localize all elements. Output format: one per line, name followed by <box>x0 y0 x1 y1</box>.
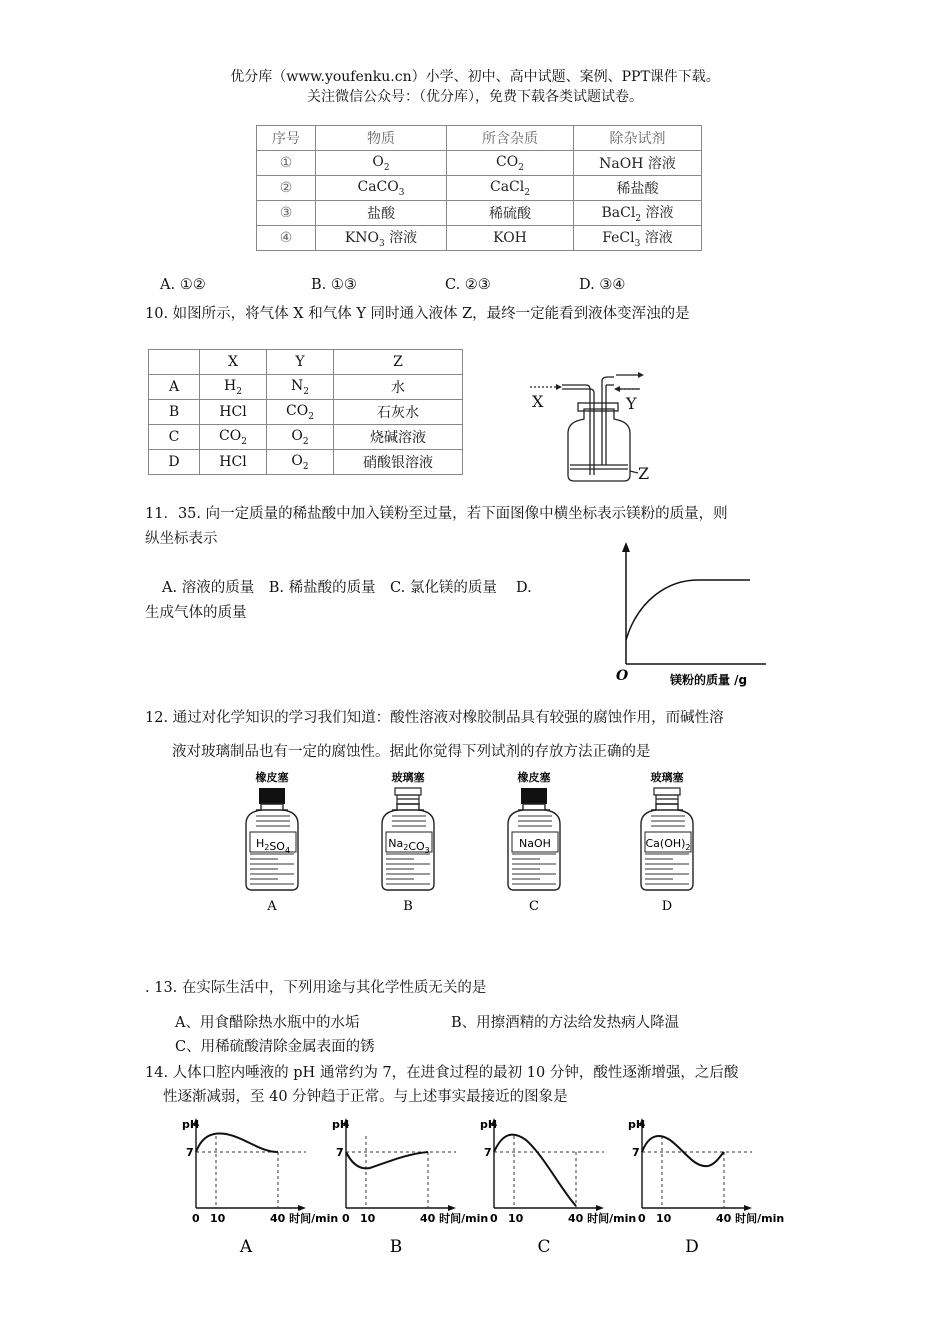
graph-caption: D <box>685 1237 699 1257</box>
table-row <box>149 425 463 450</box>
ph-curve <box>346 1152 428 1168</box>
y-tick-7: 7 <box>484 1146 492 1159</box>
glass-stopper-icon <box>395 788 421 804</box>
liquid-z: 水 <box>334 375 463 400</box>
bottle-caption: C <box>529 899 539 914</box>
q12-stem-1: 12. 通过对化学知识的学习我们知道：酸性溶液对橡胶制品具有较强的腐蚀作用，而碱性溶 <box>145 710 724 726</box>
x-tick-10: 10 <box>656 1212 672 1225</box>
x-tick-10: 10 <box>360 1212 376 1225</box>
impurity: 稀硫酸 <box>447 201 574 226</box>
table-row <box>257 176 702 201</box>
reagent-bottle <box>368 766 450 916</box>
impurity: $CO_2$ <box>447 151 574 176</box>
formula-label: NaOH <box>519 837 551 850</box>
rubber-stopper-icon <box>259 788 285 804</box>
substance: $KNO_3$ 溶液 <box>316 226 447 251</box>
table-row <box>257 151 702 176</box>
liquid-z: 石灰水 <box>334 400 463 425</box>
gas-y: $CO_2$ <box>267 400 334 425</box>
x-tick-40: 40 时间/min <box>270 1212 339 1225</box>
gas-x: HCl <box>200 450 267 475</box>
y-tick-7: 7 <box>186 1146 194 1159</box>
q10-stem: 10. 如图所示，将气体 X 和气体 Y 同时通入液体 Z，最终一定能看到液体变浑浊的是 <box>145 306 690 322</box>
stopper-label: 玻璃塞 <box>391 771 425 784</box>
gas-washing-bottle-figure <box>520 365 680 485</box>
x-axis-arrow-icon <box>448 1205 456 1211</box>
q10-table <box>148 349 463 475</box>
row-number: ① <box>257 151 316 176</box>
ph-curve <box>196 1134 278 1152</box>
substance: CaCO$_3$ <box>316 176 447 201</box>
q11-stem-1: 11．35. 向一定质量的稀盐酸中加入镁粉至过量，若下面图像中横坐标表示镁粉的质量，则 <box>145 506 728 522</box>
x-tick-0: 0 <box>638 1212 646 1225</box>
substance: 盐酸 <box>316 201 447 226</box>
x-tick-0: 0 <box>192 1212 200 1225</box>
table-row <box>257 201 702 226</box>
q14-stem-2: 性逐渐减弱，至 40 分钟趋于正常。与上述事实最接近的图象是 <box>163 1089 568 1105</box>
reagent: FeCl$_3$ 溶液 <box>574 226 702 251</box>
x-axis-label: 镁粉的质量 /g <box>670 673 748 687</box>
table-row <box>257 226 702 251</box>
stopper-label: 橡皮塞 <box>517 771 551 784</box>
x-tick-0: 0 <box>342 1212 350 1225</box>
table-header-cell: 序号 <box>257 126 316 151</box>
x-tick-40: 40 时间/min <box>716 1212 785 1225</box>
table-header-cell: 物质 <box>316 126 447 151</box>
gas-x: $H_2$ <box>200 375 267 400</box>
table-header-cell: Z <box>334 350 463 375</box>
arrow-y-icon <box>614 386 620 392</box>
graph-caption: C <box>537 1237 551 1257</box>
x-axis-arrow-icon <box>596 1205 604 1211</box>
reagent: 稀盐酸 <box>574 176 702 201</box>
table-row <box>149 375 463 400</box>
q12-stem-2: 液对玻璃制品也有一定的腐蚀性。据此你觉得下列试剂的存放方法正确的是 <box>172 744 651 760</box>
row-number: ③ <box>257 201 316 226</box>
x-axis-arrow-icon <box>744 1205 752 1211</box>
substance: $O_2$ <box>316 151 447 176</box>
ph-graph <box>176 1112 339 1262</box>
q9-option-a: A. ①② <box>160 277 206 293</box>
x-tick-0: 0 <box>490 1212 498 1225</box>
ph-curve <box>642 1136 724 1166</box>
q11-option-d-text: 生成气体的质量 <box>145 605 247 621</box>
q13-option-c: C、用稀硫酸清除金属表面的锈 <box>175 1039 375 1055</box>
option-key: D <box>149 450 200 475</box>
arrow-out-icon <box>638 372 644 378</box>
table-header-row <box>149 350 463 375</box>
rubber-stopper-icon <box>521 788 547 804</box>
gas-y: $O_2$ <box>267 450 334 475</box>
impurity: KOH <box>447 226 574 251</box>
q13-stem: . 13. 在实际生活中，下列用途与其化学性质无关的是 <box>145 980 487 996</box>
q9-option-c: C. ②③ <box>445 277 491 293</box>
q9-option-d: D. ③④ <box>579 277 626 293</box>
formula-label: $Na_2CO_3$ <box>388 837 430 855</box>
x-tick-40: 40 时间/min <box>568 1212 637 1225</box>
table-header-cell: X <box>200 350 267 375</box>
label-z: Z <box>638 464 650 483</box>
row-number: ② <box>257 176 316 201</box>
option-key: B <box>149 400 200 425</box>
q9-table <box>256 125 702 251</box>
q14-stem-1: 14. 人体口腔内唾液的 pH 通常约为 7，在进食过程的最初 10 分钟，酸性逐渐增强，之后酸 <box>145 1065 739 1081</box>
x-tick-10: 10 <box>210 1212 226 1225</box>
reagent: NaOH 溶液 <box>574 151 702 176</box>
formula-label: $H_2SO_4$ <box>255 837 291 855</box>
formula-label: $Ca(OH)_2$ <box>645 837 691 852</box>
y-axis-label: pH <box>480 1118 498 1131</box>
reagent: BaCl$_2$ 溶液 <box>574 201 702 226</box>
q11-options: A. 溶液的质量 B. 稀盐酸的质量 C. 氯化镁的质量 D. <box>162 580 532 596</box>
q9-option-b: B. ①③ <box>311 277 357 293</box>
table-row <box>149 400 463 425</box>
bottle-caption: D <box>661 899 673 914</box>
q13-option-b: B、用擦酒精的方法给发热病人降温 <box>451 1015 680 1031</box>
table-header-row <box>257 126 702 151</box>
x-tick-10: 10 <box>508 1212 524 1225</box>
table-header-cell <box>149 350 200 375</box>
y-tick-7: 7 <box>632 1146 640 1159</box>
gas-y: $N_2$ <box>267 375 334 400</box>
origin-label: O <box>616 668 629 684</box>
impurity: CaCl$_2$ <box>447 176 574 201</box>
bottle-caption: B <box>403 899 413 914</box>
ph-graph <box>326 1112 489 1262</box>
ph-graph <box>622 1112 785 1262</box>
q11-stem-2: 纵坐标表示 <box>145 531 218 547</box>
arrow-x-icon <box>556 384 562 390</box>
table-header-cell: 所含杂质 <box>447 126 574 151</box>
gas-x: $CO_2$ <box>200 425 267 450</box>
table-row <box>149 450 463 475</box>
q11-graph <box>608 540 788 690</box>
reagent-bottle <box>494 766 576 916</box>
option-key: C <box>149 425 200 450</box>
header-line-1: 优分库（www.youfenku.cn）小学、初中、高中试题、案例、PPT课件下载。 <box>230 69 720 85</box>
y-tick-7: 7 <box>336 1146 344 1159</box>
stopper-label: 橡皮塞 <box>255 771 289 784</box>
gas-x: HCl <box>200 400 267 425</box>
header-line-2: 关注微信公众号：（优分库），免费下载各类试题试卷。 <box>307 89 643 105</box>
y-axis-label: pH <box>332 1118 350 1131</box>
stopper-label: 玻璃塞 <box>650 771 684 784</box>
glass-stopper-icon <box>654 788 680 804</box>
reagent-bottle <box>232 766 314 916</box>
gas-y: $O_2$ <box>267 425 334 450</box>
reagent-bottle <box>627 766 709 916</box>
bottle-caption: A <box>267 899 277 914</box>
ph-graph <box>474 1112 637 1262</box>
ph-curve <box>494 1135 576 1206</box>
liquid-z: 硝酸银溶液 <box>334 450 463 475</box>
graph-caption: B <box>389 1237 403 1257</box>
table-header-cell: 除杂试剂 <box>574 126 702 151</box>
y-axis-label: pH <box>628 1118 646 1131</box>
x-tick-40: 40 时间/min <box>420 1212 489 1225</box>
row-number: ④ <box>257 226 316 251</box>
table-header-cell: Y <box>267 350 334 375</box>
y-axis-arrow-icon <box>622 542 630 552</box>
label-x: X <box>532 392 544 411</box>
y-axis-label: pH <box>182 1118 200 1131</box>
curve <box>626 580 750 640</box>
label-y: Y <box>626 394 637 413</box>
option-key: A <box>149 375 200 400</box>
q13-option-a: A、用食醋除热水瓶中的水垢 <box>175 1015 360 1031</box>
x-axis-arrow-icon <box>298 1205 306 1211</box>
graph-caption: A <box>239 1237 253 1257</box>
liquid-z: 烧碱溶液 <box>334 425 463 450</box>
